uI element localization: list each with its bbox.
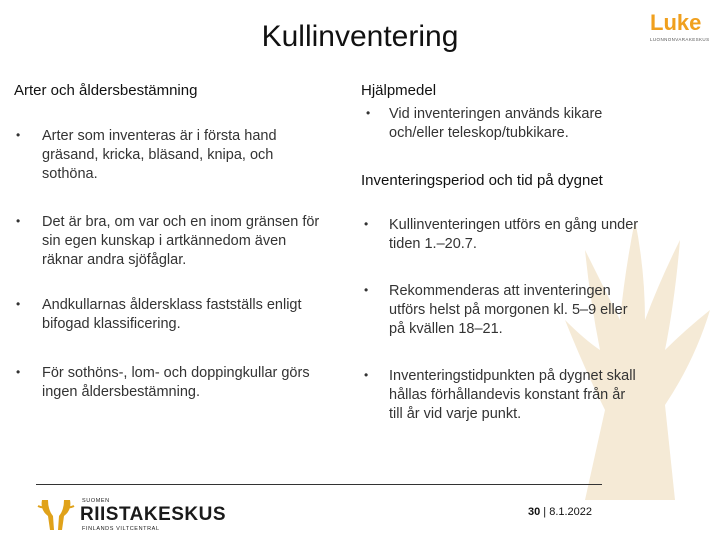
- luke-logo-text: Luke: [650, 10, 702, 35]
- text-line: och/eller teleskop/tubkikare.: [389, 125, 569, 141]
- text-line: utförs helst på morgonen kl. 5–9 eller: [389, 302, 628, 318]
- text-line: till år vid varje punkt.: [389, 406, 522, 422]
- text-line: Arter som inventeras är i första hand: [42, 128, 277, 144]
- text-line: tiden 1.–20.7.: [389, 236, 477, 252]
- bullet-marker: •: [16, 365, 21, 379]
- bullet-marker: •: [364, 217, 369, 231]
- bullet-marker: •: [16, 128, 21, 142]
- right-bullet-3: [389, 367, 689, 424]
- text-line: Kullinventeringen utförs en gång under: [389, 217, 639, 233]
- right-heading-tools: Hjälpmedel: [361, 82, 437, 99]
- left-bullet-2: [42, 213, 372, 270]
- footer-separator: |: [540, 506, 550, 518]
- left-bullet-4: [42, 364, 362, 402]
- text-line: ingen åldersbestämning.: [42, 384, 200, 400]
- text-line: För sothöns-, lom- och doppingkullar görs: [42, 365, 310, 381]
- tools-text: [389, 105, 689, 143]
- riistakeskus-subtitle: FINLANDS VILTCENTRAL: [82, 526, 160, 532]
- luke-logo: [650, 12, 709, 42]
- bullet-marker: •: [364, 368, 369, 382]
- riistakeskus-top-text: SUOMEN: [82, 498, 110, 504]
- text-line: räknar andra sjöfåglar.: [42, 252, 187, 268]
- footer-date: 8.1.2022: [549, 506, 593, 518]
- text-line: bifogad klassificering.: [42, 316, 181, 332]
- text-line: Inventeringstidpunkten på dygnet skall: [389, 368, 636, 384]
- bullet-marker: •: [364, 283, 369, 297]
- page-number: 30: [527, 506, 541, 518]
- bullet-marker: •: [16, 297, 21, 311]
- left-bullet-3: [42, 296, 362, 334]
- footer-page-info: [480, 506, 640, 518]
- bullet-marker: •: [16, 214, 21, 228]
- text-line: Rekommenderas att inventeringen: [389, 283, 611, 299]
- text-line: på kvällen 18–21.: [389, 321, 503, 337]
- left-heading: Arter och åldersbestämning: [14, 82, 198, 99]
- page-title: Kullinventering: [261, 20, 459, 53]
- text-line: Vid inventeringen används kikare: [389, 106, 603, 122]
- left-bullet-1: [42, 127, 362, 184]
- riistakeskus-emblem-icon: [36, 496, 76, 532]
- right-bullet-1: [389, 216, 689, 254]
- text-line: Det är bra, om var och en inom gränsen för: [42, 214, 320, 230]
- right-bullet-2: [389, 282, 689, 339]
- right-heading-period: Inventeringsperiod och tid på dygnet: [361, 172, 603, 189]
- text-line: sothöna.: [42, 166, 98, 182]
- footer-divider: [36, 484, 602, 485]
- text-line: gräsand, kricka, bläsand, knipa, och: [42, 147, 274, 163]
- text-line: sin egen kunskap i artkännedom även: [42, 233, 287, 249]
- riistakeskus-name: RIISTAKESKUS: [80, 504, 227, 525]
- luke-logo-tagline: LUONNONVARAKESKUS: [650, 37, 710, 42]
- text-line: Andkullarnas åldersklass fastställs enligt: [42, 297, 302, 313]
- text-line: hållas förhållandevis konstant från år: [389, 387, 626, 403]
- bullet-marker: •: [366, 106, 371, 120]
